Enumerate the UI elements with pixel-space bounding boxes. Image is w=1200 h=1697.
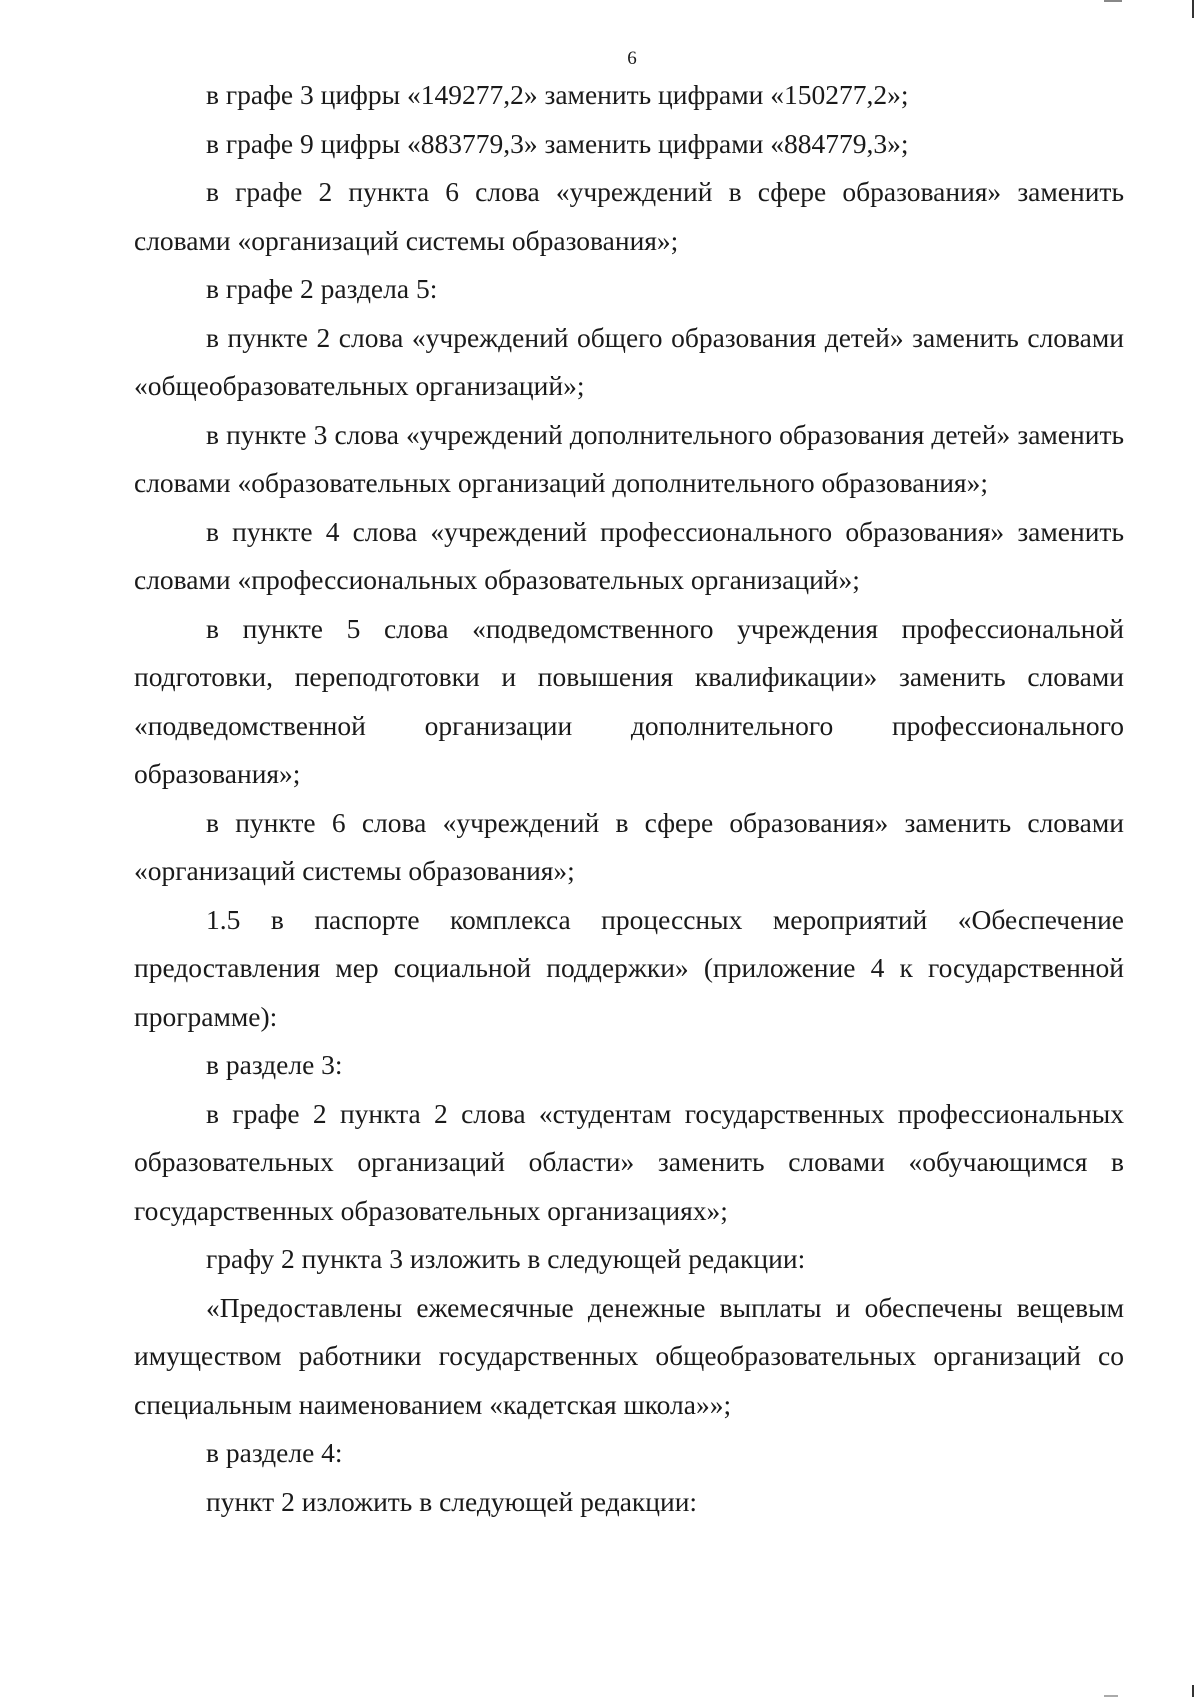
paragraph: в графе 2 раздела 5: — [206, 273, 438, 304]
paragraph: пункт 2 изложить в следующей редакции: — [206, 1485, 698, 1517]
paragraph: в пункте 3 слова «учреждений дополнительного образования детей» заменить словами «образовательных организаций дополнительного образования»; — [134, 418, 1124, 498]
paragraph: в разделе 4: — [206, 1437, 343, 1468]
paragraph: 1.5 в паспорте комплекса процессных мероприятий «Обеспечение предоставления мер социальной поддержки» (приложение 4 к государственной программе): — [134, 903, 1124, 1032]
scan-edge-mark — [1192, 1685, 1194, 1697]
scan-edge-mark — [1192, 0, 1194, 18]
paragraph: «Предоставлены ежемесячные денежные выплаты и обеспечены вещевым имуществом работники государственных общеобразовательных организаций со специальным наименованием «кадетская школа»»; — [134, 1291, 1124, 1420]
paragraph: в графе 9 цифры «883779,3» заменить цифрами «884779,3»; — [206, 127, 909, 159]
page-number: 6 — [627, 48, 637, 69]
paragraph: графу 2 пункта 3 изложить в следующей редакции: — [206, 1243, 806, 1274]
paragraph: в графе 2 пункта 2 слова «студентам государственных профессиональных образовательных организаций области» заменить словами «обучающимся в государственных образовательных организациях»; — [134, 1097, 1124, 1226]
paragraph: в пункте 6 слова «учреждений в сфере образования» заменить словами «организаций системы образования»; — [134, 806, 1124, 886]
paragraph: в графе 3 цифры «149277,2» заменить цифрами «150277,2»; — [206, 79, 909, 110]
paragraph: в графе 2 пункта 6 слова «учреждений в сфере образования» заменить словами «организаций системы образования»; — [134, 176, 1124, 256]
document-body — [134, 71, 1124, 1526]
paragraph: в пункте 4 слова «учреждений профессионального образования» заменить словами «профессиональных образовательных организаций»; — [134, 515, 1124, 595]
scan-edge-mark — [1104, 0, 1122, 2]
paragraph: в пункте 2 слова «учреждений общего образования детей» заменить словами «общеобразовательных организаций»; — [134, 321, 1124, 401]
paragraph: в разделе 3: — [206, 1049, 343, 1080]
paragraph: в пункте 5 слова «подведомственного учреждения профессиональной подготовки, переподготовки и повышения квалификации» заменить словами «подведомственной организации дополнительного профессионального образования»; — [134, 612, 1124, 789]
